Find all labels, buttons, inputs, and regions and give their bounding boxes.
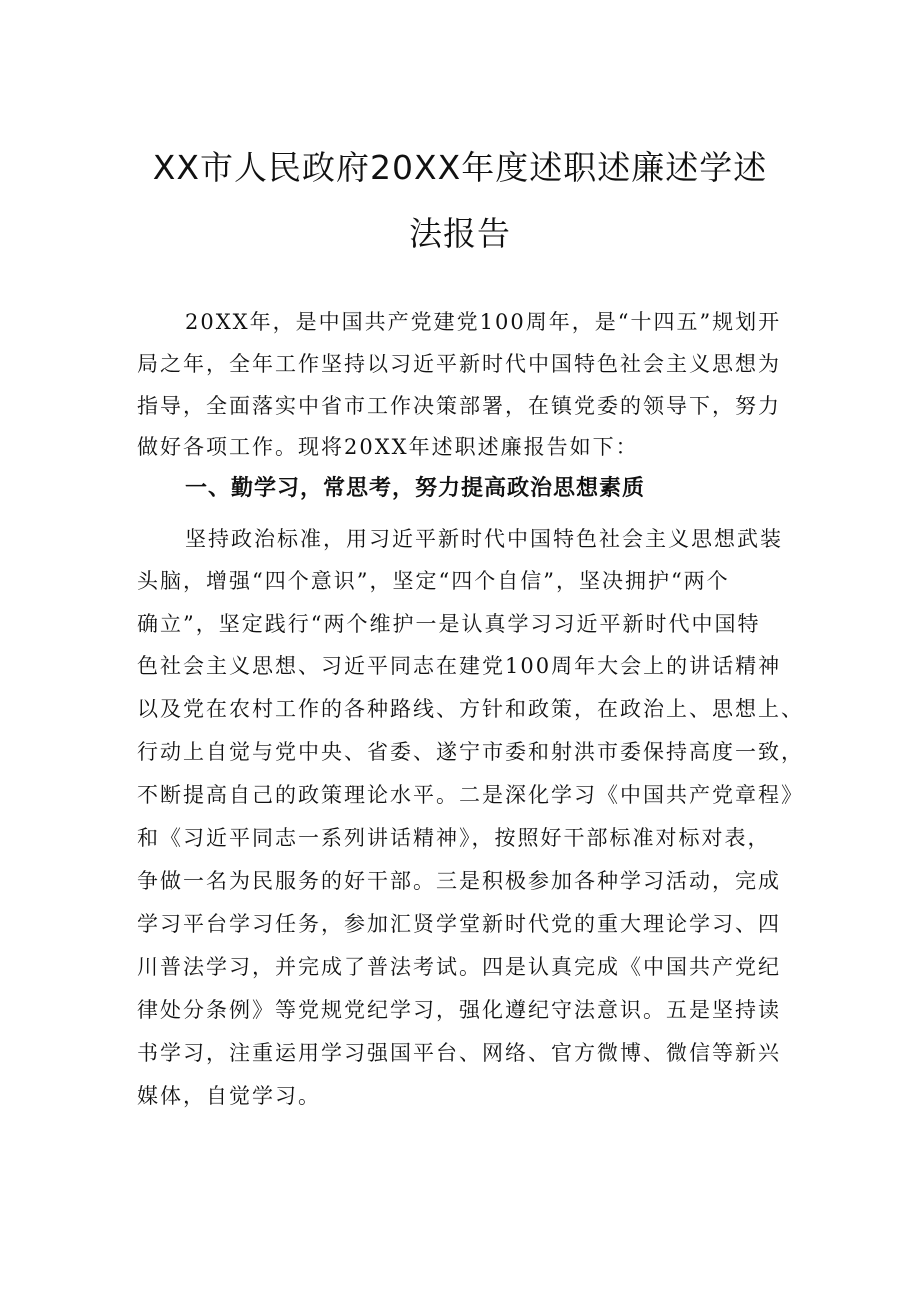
intro-line: 20XX年，是中国共产党建党100周年，是“十四五”规划开 bbox=[185, 310, 782, 334]
section-1-line: 行动上自觉与党中央、省委、遂宁市委和射洪市委保持高度一致， bbox=[137, 740, 804, 764]
section-1-line: 书学习，注重运用学习强国平台、网络、官方微博、微信等新兴 bbox=[137, 1041, 781, 1065]
document-title-line-2: 法报告 bbox=[409, 214, 511, 253]
intro-line: 指导，全面落实中省市工作决策部署，在镇党委的领导下，努力 bbox=[137, 394, 781, 418]
intro-line: 做好各项工作。现将20XX年述职述廉报告如下： bbox=[137, 435, 639, 459]
section-1-line: 坚持政治标准，用习近平新时代中国特色社会主义思想武装 bbox=[185, 527, 783, 551]
section-1-line: 确立”，坚定践行“两个维护一是认真学习习近平新时代中国特 bbox=[137, 612, 761, 636]
section-1-line: 和《习近平同志一系列讲话精神》，按照好干部标准对标对表， bbox=[137, 826, 771, 850]
section-1-heading: 一、勤学习，常思考，努力提高政治思想素质 bbox=[185, 476, 646, 501]
section-1-line: 争做一名为民服务的好干部。三是积极参加各种学习活动，完成 bbox=[137, 869, 781, 893]
section-1-line: 不断提高自己的政策理论水平。二是深化学习《中国共产党章程》 bbox=[137, 783, 804, 807]
section-1-line: 媒体，自觉学习。 bbox=[137, 1084, 321, 1108]
section-1-line: 学习平台学习任务，参加汇贤学堂新时代党的重大理论学习、四 bbox=[137, 912, 781, 936]
section-1-line: 色社会主义思想、习近平同志在建党100周年大会上的讲话精神 bbox=[137, 654, 782, 678]
document-title-line-1: XX市人民政府20XX年度述职述廉述学述 bbox=[152, 148, 768, 187]
section-1-line: 以及党在农村工作的各种路线、方针和政策，在政治上、思想上、 bbox=[137, 697, 804, 721]
section-1-line: 头脑，增强“四个意识”，坚定“四个自信”，坚决拥护“两个 bbox=[137, 569, 730, 593]
section-1-line: 川普法学习，并完成了普法考试。四是认真完成《中国共产党纪 bbox=[137, 955, 781, 979]
section-1-line: 律处分条例》等党规党纪学习，强化遵纪守法意识。五是坚持读 bbox=[137, 998, 781, 1022]
intro-line: 局之年，全年工作坚持以习近平新时代中国特色社会主义思想为 bbox=[137, 352, 781, 376]
